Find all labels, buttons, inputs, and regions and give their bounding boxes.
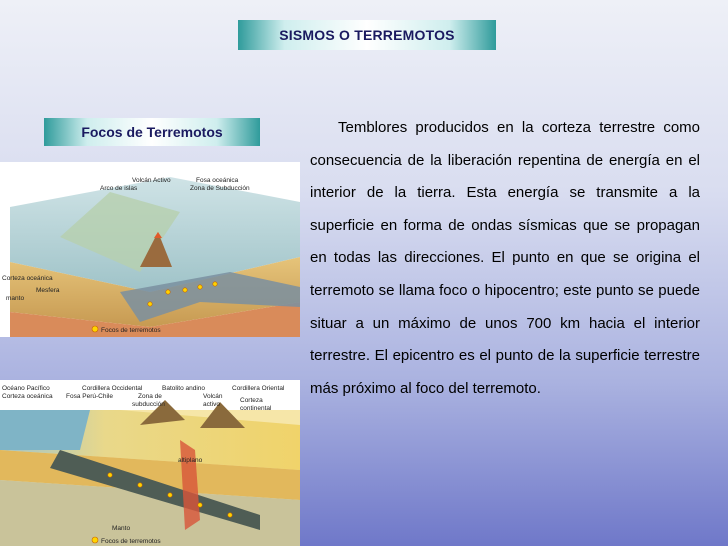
label-cordillera-occ: Cordillera Occidental — [82, 385, 143, 392]
pacific-ocean — [0, 410, 90, 450]
label-cordillera-or: Cordillera Oriental — [232, 385, 285, 392]
label-mesfera: Mesfera — [36, 287, 60, 294]
label-zona-sub2: subducción — [132, 401, 165, 408]
label-corteza-cont: Corteza — [240, 397, 263, 404]
label-fosa: Fosa oceánica — [196, 177, 239, 184]
label-altiplano: altiplano — [178, 457, 203, 464]
label-focos-bottom: Focos de terremotos — [101, 538, 161, 545]
label-volcan-activo2: activo — [203, 401, 220, 408]
body-paragraph: Temblores producidos en la corteza terrestre como consecuencia de la liberación repentina de energía en el interior de la tierra. Esta energía se transmite a la superficie en forma de ondas sísmicas que se propagan en todas las direcciones. El punto en que se origina el terremoto se llama foco o hipocentro; este punto se puede situar a un máximo de unos 700 km hacia el interior terrestre. El epicentro es el punto de la superficie terrestre más próximo al foco del terremoto. — [310, 119, 700, 397]
label-volcan-activo: Volcán — [203, 393, 223, 400]
label-volcan: Volcán Activo — [132, 177, 171, 184]
label-zona-sub: Zona de — [138, 393, 162, 400]
label-manto-bottom: Manto — [112, 525, 131, 532]
section-subtitle: Focos de Terremotos — [44, 118, 260, 146]
subduction-diagram-bottom — [0, 380, 300, 546]
label-focos: Focos de terremotos — [101, 327, 161, 334]
subduction-diagram-top — [0, 162, 300, 337]
label-batolito: Batolito andino — [162, 385, 206, 392]
slide-title: SISMOS O TERREMOTOS — [238, 20, 496, 50]
label-manto: manto — [6, 295, 25, 302]
label-fosa-peru: Fosa Perú-Chile — [66, 393, 113, 400]
label-subduccion: Zona de Subducción — [190, 185, 250, 192]
label-corteza: Corteza oceánica — [2, 275, 53, 282]
label-corteza-oceanica: Corteza oceánica — [2, 393, 53, 400]
label-arco: Arco de islas — [100, 185, 138, 192]
label-corteza-cont2: continental — [240, 405, 272, 412]
label-oceano: Océano Pacífico — [2, 385, 50, 392]
